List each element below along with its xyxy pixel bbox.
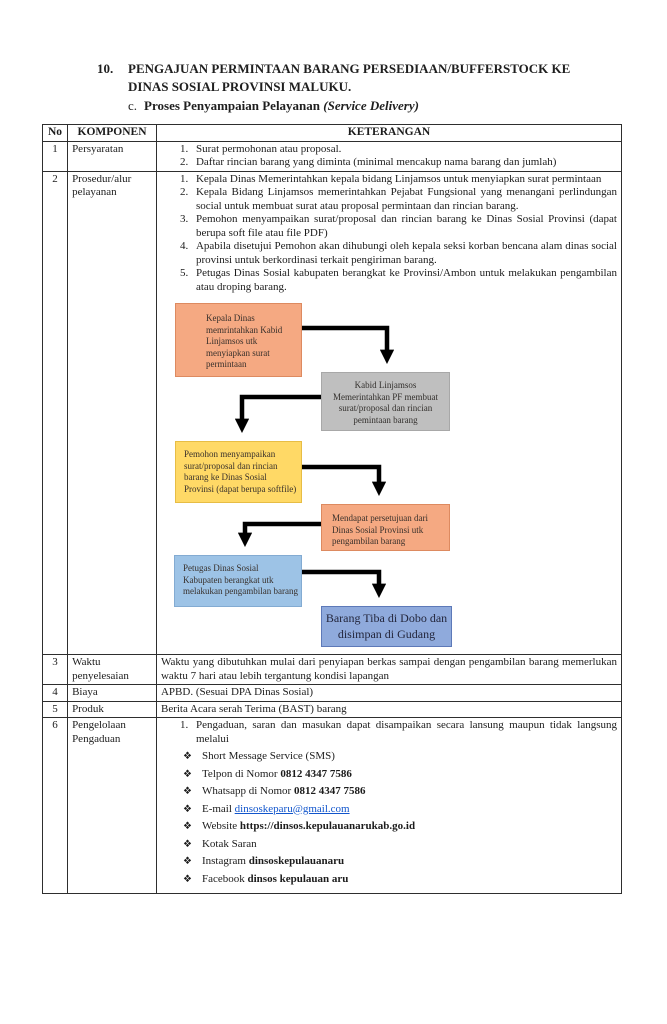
whatsapp-number: 0812 4347 7586 xyxy=(293,785,366,797)
website-url: https://dinsos.kepulauanarukab.go.id xyxy=(239,820,416,832)
prosedur-list xyxy=(161,173,617,295)
phone-number: 0812 4347 7586 xyxy=(280,767,352,780)
section-title-line1: PENGAJUAN PERMINTAAN BARANG PERSEDIAAN/BUFFERSTOCK KE xyxy=(128,61,571,76)
list-item xyxy=(183,748,617,766)
list-item: 1. Kepala Dinas Memerintahkan kepala bidang Linjamsos untuk menyiapkan surat permintaan xyxy=(191,173,617,187)
list-item xyxy=(183,871,617,889)
row3-komponen: Waktu penyelesaian xyxy=(68,655,157,685)
diamond-bullet-icon: ❖ xyxy=(182,751,192,762)
list-item: 1. Pengaduan, saran dan masukan dapat disampaikan secara lansung maupun tidak langsung melalui xyxy=(191,719,617,746)
flowchart-box-persetujuan: Mendapat persetujuan dari Dinas Sosial Provinsi utk pengambilan barang xyxy=(321,504,450,551)
table-row xyxy=(43,718,622,894)
pengaduan-channel-list xyxy=(161,748,617,888)
list-item: 2. Daftar rincian barang yang diminta (minimal mencakup nama barang dan jumlah) xyxy=(191,156,617,170)
section-title xyxy=(128,60,625,96)
diamond-bullet-icon: ❖ xyxy=(182,803,192,815)
sub-section-letter: c. xyxy=(128,98,138,113)
table-row xyxy=(43,171,622,655)
arrow-2 xyxy=(242,397,321,428)
list-item xyxy=(183,766,617,784)
table-row xyxy=(43,685,622,702)
row3-no: 3 xyxy=(43,655,68,685)
channel-text: Whatsapp di Nomor 0812 4347 7586 xyxy=(201,785,366,797)
email-link[interactable]: dinsoskeparu@gmail.com xyxy=(234,802,350,815)
row1-no: 1 xyxy=(43,141,68,171)
row5-keterangan: Berita Acara serah Terima (BAST) barang xyxy=(156,701,621,718)
table-row xyxy=(43,141,622,171)
table-header-row xyxy=(43,125,622,142)
arrow-5 xyxy=(302,572,379,593)
channel-text: Facebook dinsos kepulauan aru xyxy=(201,872,349,885)
row2-komponen: Prosedur/alur pelayanan xyxy=(68,171,157,655)
persyaratan-list xyxy=(161,143,617,170)
row6-keterangan xyxy=(156,718,621,894)
list-item xyxy=(183,801,617,819)
flowchart-box-kabid-linjamsos: Kabid Linjamsos Memerintahkan PF membuat surat/proposal dan rincian pemintaan barang xyxy=(321,372,450,431)
row1-komponen: Persyaratan xyxy=(68,141,157,171)
list-item: 5. Petugas Dinas Sosial kabupaten berangkat ke Provinsi/Ambon untuk melakukan pengambilan atau droping barang. xyxy=(191,267,617,294)
arrow-4 xyxy=(245,524,321,542)
procedure-flowchart xyxy=(161,299,617,653)
arrow-3 xyxy=(302,467,379,491)
row4-keterangan: APBD. (Sesuai DPA Dinas Sosial) xyxy=(156,685,621,702)
sub-section-heading xyxy=(128,97,419,115)
list-item xyxy=(183,836,617,854)
row5-komponen: Produk xyxy=(68,701,157,718)
service-standard-table xyxy=(42,124,622,894)
channel-text: E-mail dinsoskeparu@gmail.com xyxy=(201,802,350,815)
channel-text: Website https://dinsos.kepulauanarukab.go.id xyxy=(201,820,416,832)
arrow-1 xyxy=(302,328,387,359)
flowchart-box-barang-tiba: Barang Tiba di Dobo dan disimpan di Gudang xyxy=(321,606,452,647)
row6-no: 6 xyxy=(43,718,68,894)
sub-section-title: Proses Penyampaian Pelayanan xyxy=(144,98,324,113)
diamond-bullet-icon: ❖ xyxy=(182,786,192,797)
instagram-handle: dinsoskepulauanaru xyxy=(248,855,345,867)
section-heading xyxy=(97,60,625,96)
list-item: 2. Kepala Bidang Linjamsos memerintahkan Pejabat Fungsional yang menangani perlindungan social untuk membuat surat atau proposal permintaan dan rincian barang. xyxy=(191,186,617,213)
row4-komponen: Biaya xyxy=(68,685,157,702)
flowchart-box-petugas: Petugas Dinas Sosial Kabupaten berangkat utk melakukan pengambilan barang xyxy=(174,555,302,607)
list-item xyxy=(183,783,617,801)
flowchart-box-pemohon: Pemohon menyampaikan surat/proposal dan rincian barang ke Dinas Sosial Provinsi (dapat berupa softfile) xyxy=(175,441,302,503)
flowchart-box-kepala-dinas: Kepala Dinas memrintahkan Kabid Linjamsos utk menyiapkan surat permintaan xyxy=(175,303,302,377)
diamond-bullet-icon: ❖ xyxy=(182,768,192,780)
row2-keterangan xyxy=(156,171,621,655)
list-item xyxy=(183,818,617,836)
row6-komponen: Pengelolaan Pengaduan xyxy=(68,718,157,894)
section-title-line2: DINAS SOSIAL PROVINSI MALUKU. xyxy=(128,79,352,94)
table-row xyxy=(43,655,622,685)
diamond-bullet-icon: ❖ xyxy=(182,838,192,850)
facebook-handle: dinsos kepulauan aru xyxy=(247,872,349,885)
list-item: 3. Pemohon menyampaikan surat/proposal dan rincian barang ke Dinas Sosial Provinsi (dapat berupa soft file atau file PDF) xyxy=(191,213,617,240)
header-no: No xyxy=(43,125,68,142)
channel-text: Short Message Service (SMS) xyxy=(201,750,335,762)
diamond-bullet-icon: ❖ xyxy=(182,873,192,885)
table-row xyxy=(43,701,622,718)
channel-text: Instagram dinsoskepulauanaru xyxy=(201,855,345,867)
channel-text: Kotak Saran xyxy=(201,837,257,850)
channel-text: Telpon di Nomor 0812 4347 7586 xyxy=(201,767,352,780)
section-number: 10. xyxy=(97,61,114,76)
diamond-bullet-icon: ❖ xyxy=(182,856,192,867)
list-item xyxy=(183,853,617,871)
list-item: 1. Surat permohonan atau proposal. xyxy=(191,143,617,157)
row5-no: 5 xyxy=(43,701,68,718)
row4-no: 4 xyxy=(43,685,68,702)
row2-no: 2 xyxy=(43,171,68,655)
row3-keterangan: Waktu yang dibutuhkan mulai dari penyiapan berkas sampai dengan pengambilan barang memerlukan waktu 7 hari atau lebih tergantung kondisi lapangan xyxy=(156,655,621,685)
diamond-bullet-icon: ❖ xyxy=(182,821,192,832)
pengaduan-intro-list xyxy=(161,719,617,746)
row1-keterangan xyxy=(156,141,621,171)
sub-section-title-italic: (Service Delivery) xyxy=(323,98,419,113)
header-keterangan: KETERANGAN xyxy=(156,125,621,142)
list-item: 4. Apabila disetujui Pemohon akan dihubungi oleh kepala seksi korban bencana alam dinas social provinsi untuk berkordinasi terkait pengiriman barang. xyxy=(191,240,617,267)
header-komponen: KOMPONEN xyxy=(68,125,157,142)
